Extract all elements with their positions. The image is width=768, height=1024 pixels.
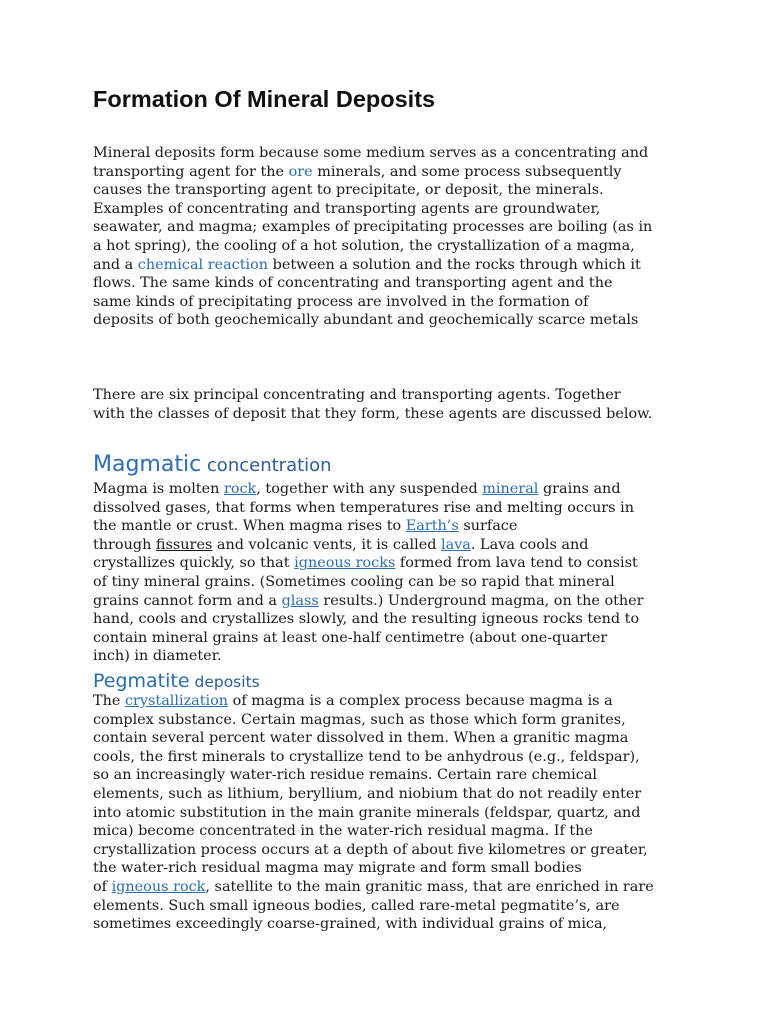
text-line: the water-rich residual magma may migrate and form small bodies [93,860,582,877]
text-line: sometimes exceedingly coarse-grained, with individual grains of mica, [93,916,608,933]
mineral-link[interactable]: mineral [482,481,539,497]
text-line: into atomic substitution in the main granite minerals (feldspar, quartz, and [93,804,641,821]
pegmatite-deposits-heading [93,665,260,693]
page-title: Formation Of Mineral Deposits [93,86,436,112]
lava-link[interactable]: lava [441,536,471,553]
text-line: with the classes of deposit that they form, these agents are discussed below. [93,405,653,422]
text-line: seawater, and magma; examples of precipitating processes are boiling (as in [93,219,653,236]
igneous-rocks-link[interactable]: igneous rocks [294,555,396,572]
text-line: Examples of concentrating and transporting agents are groundwater, [93,200,601,217]
pegmatite-paragraph [93,692,654,934]
text-line: of igneous rock, satellite to the main granitic mass, that are enriched in rare [93,878,654,895]
text-line: crystallizes quickly, so that igneous rocks formed from lava tend to consist [93,555,638,572]
text-line: contain mineral grains at least one-half centimetre (about one-quarter [93,629,608,646]
text-line: elements. Such small igneous bodies, called rare-metal pegmatite’s, are [93,897,620,914]
text-line: causes the transporting agent to precipitate, or deposit, the minerals. [93,182,604,199]
magmatic-paragraph [93,480,644,666]
text-line: through fissures and volcanic vents, it is called lava. Lava cools and [93,536,589,553]
magmatic-heading-rest: concentration [201,455,332,476]
chemical-reaction-link[interactable]: chemical reaction [137,256,269,273]
text-line: Magma is molten rock, together with any suspended mineral grains and [93,481,621,497]
igneous-rock-link[interactable]: igneous rock [111,878,206,895]
text-line: deposits of both geochemically abundant and geochemically scarce metals [93,312,639,329]
ore-link[interactable]: ore [288,163,313,180]
text-line: mica) become concentrated in the water-rich residual magma. If the [93,823,593,840]
crystallization-link[interactable]: crystallization [124,693,229,709]
text-line: a hot spring), the cooling of a hot solution, the crystallization of a magma, [93,237,635,254]
text-line: and a chemical reaction between a solution and the rocks through which it [93,256,641,273]
text-line: contain several percent water dissolved in them. When a granitic magma [93,730,629,747]
text-line: so an increasingly water-rich residue remains. Certain rare chemical [93,767,598,784]
rock-link[interactable]: rock [223,481,257,497]
text-line: dissolved gases, that forms when temperatures rise and melting occurs in [93,499,635,516]
pegmatite-heading-rest: deposits [189,673,260,691]
text-line: the mantle or crust. When magma rises to Earth’s surface [93,518,518,535]
text-line: flows. The same kinds of concentrating and transporting agent and the [93,275,613,292]
text-line: inch) in diameter. [93,648,222,665]
magmatic-heading-lead: Magmatic [93,452,202,477]
text-line: grains cannot form and a glass results.) Underground magma, on the other [93,592,644,609]
text-line: same kinds of precipitating process are involved in the formation of [93,293,589,310]
earth-link[interactable]: Earth’s [405,518,459,535]
text-line: of tiny mineral grains. (Sometimes cooling can be so rapid that mineral [93,573,615,590]
text-line: hand, cools and crystallizes slowly, and the resulting igneous rocks tend to [93,611,640,628]
magmatic-concentration-heading [93,449,332,477]
text-line: complex substance. Certain magmas, such as those which form granites, [93,711,626,728]
text-line: Mineral deposits form because some medium serves as a concentrating and [93,145,649,161]
intro-paragraph [93,144,652,330]
agents-paragraph [93,386,652,423]
text-line: cools, the first minerals to crystallize tend to be anhydrous (e.g., feldspar), [93,748,640,765]
text-line: crystallization process occurs at a depth of about five kilometres or greater, [93,841,648,858]
text-line: elements, such as lithium, beryllium, and niobium that do not readily enter [93,785,642,802]
text-line: The crystallization of magma is a complex process because magma is a [93,693,613,709]
text-line: There are six principal concentrating and transporting agents. Together [93,387,621,403]
pegmatite-heading-lead: Pegmatite [93,670,190,692]
text-line: transporting agent for the ore minerals, and some process subsequently [93,163,622,180]
fissures-link[interactable]: fissures [155,536,213,553]
glass-link[interactable]: glass [281,592,319,609]
